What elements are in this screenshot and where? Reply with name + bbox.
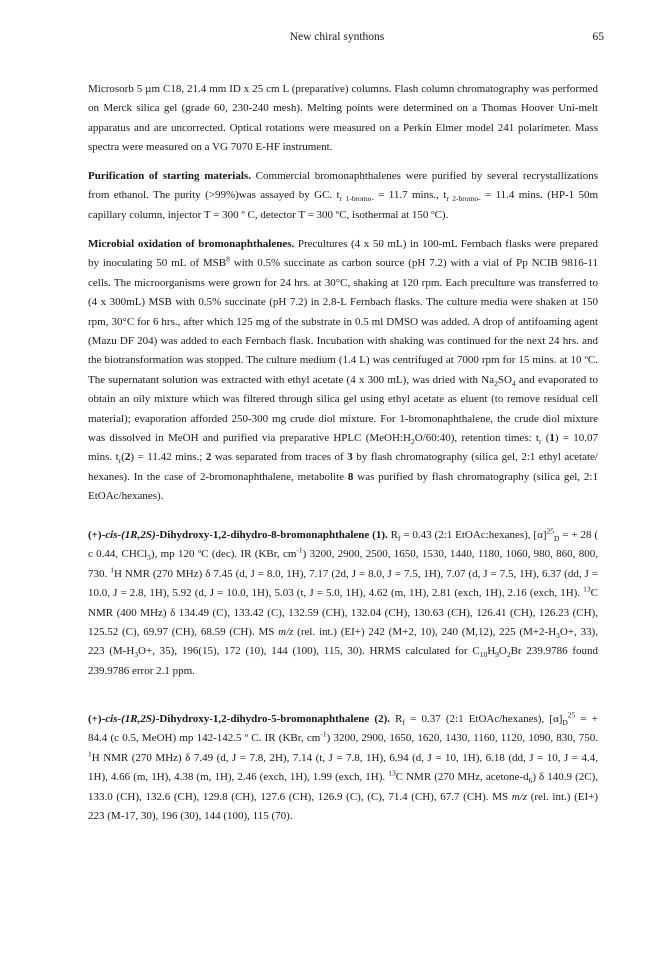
subscript: 4 (511, 379, 516, 389)
paragraph-text: Microsorb 5 µm C18, 21.4 mm ID x 25 cm L (preparative) columns. Flash column chromatography was performed on Merck silica gel (grade 60, 230-240 mesh). Melting points were determined on a Thomas Hoover Uni-melt apparatus and are uncorrected. Optical rotations were measured on a Perkin Elmer model 241 polarimeter. Mass spectra were measured on a VG 7070 E-HF instrument. (88, 83, 598, 154)
subscript: r 1-bromo- (339, 194, 374, 204)
subscript: 3 (134, 650, 139, 660)
superscript: 13 (388, 768, 396, 778)
text-run: ), mp 120 ºC (dec). IR (KBr, cm (150, 548, 297, 561)
compound-heading (88, 713, 390, 725)
superscript: 25 (546, 526, 555, 536)
text-run: was purified by flash chromatography (silica gel, 2:1 EtOAc/hexanes). (88, 470, 598, 503)
text-run: by flash chromatography (silica gel, 2:1 ethyl acetate/ hexanes). In the case of 2-bromonaphthalene, metabolite (88, 451, 598, 483)
text-run: O+, 35), 196(15), 172 (10), 144 (100), 115, 30). HRMS calculated for C (138, 645, 480, 658)
text-run: ) δ 140.9 (2C), 133.0 (CH), 132.6 (CH), 129.8 (CH), 127.6 (CH), 126.9 (C), (C), 71.4 (CH), 67.7 (CH). MS (88, 771, 598, 803)
text-run: Commercial bromonaphthalenes were purified by several recrystallizations from ethanol. The purity (>99%)was assayed by GC. t (88, 170, 598, 202)
text-run: ( (541, 432, 550, 445)
text-run: ) = 10.07 mins. t (88, 432, 599, 464)
subscript: f (397, 534, 401, 544)
subscript: D (562, 718, 568, 728)
text-run: R (390, 713, 403, 725)
text-run: Br 239.9786 found 239.9786 error 2.1 ppm. (88, 645, 598, 677)
text-run: ) = 11.42 mins.; (130, 451, 206, 464)
text-run: H NMR (270 MHz) δ 7.45 (d, J = 8.0, 1H), 7.17 (2d, J = 8.0, J = 7.5, 1H), 7.07 (d, J = 7.5, 1H), 6.37 (dd, J = 10.0, J = 2.8, 1H), 5.92 (d, J = 10.0, 1H), 5.03 (t, J = 5.0, 1H), 4.62 (m, 1H), 2.81 (exch, 1H), 2.16 (exch, 1H). (88, 567, 598, 600)
subscript: 6 (528, 776, 533, 786)
subscript: 10 (479, 650, 488, 660)
text-run: (rel. int.) (EI+) 223 (M-17, 30), 196 (30), 144 (100), 115 (70). (88, 790, 598, 823)
section-heading: Purification of starting materials. (88, 170, 251, 182)
compound-number: 2 (124, 451, 131, 464)
page-number: 65 (592, 31, 604, 43)
text-run: (+)- (88, 713, 106, 725)
paragraph-microbial-oxidation (88, 235, 598, 507)
superscript: 1 (110, 565, 114, 575)
italic-run: m/z (278, 626, 294, 639)
subscript: 2 (410, 437, 415, 447)
compound-number: 1 (549, 432, 555, 445)
text-run: C NMR (400 MHz) δ 134.49 (C), 133.42 (C), 132.59 (CH), 132.04 (CH), 130.63 (CH), 126.41 (CH), 126.23 (CH), 125.52 (C), 69.97 (CH), 68.59 (CH). MS (88, 587, 598, 639)
text-run: ) 3200, 2900, 1650, 1620, 1430, 1160, 1120, 1090, 830, 750. (326, 732, 598, 745)
text-run: H (487, 645, 496, 658)
subscript: 3 (556, 631, 560, 641)
text-run: Precultures (4 x 50 mL) in 100-mL Fernbach flasks were prepared by inoculating 50 mL of MSB (88, 238, 598, 270)
subscript: D (554, 534, 560, 544)
compound-heading (88, 529, 388, 541)
text-run: was separated from traces of (211, 451, 348, 464)
paragraph-compound-1 (88, 526, 598, 681)
subscript: 9 (495, 650, 499, 660)
text-run: H NMR (270 MHz) δ 7.49 (d, J = 7.8, 2H), 7.14 (t, J = 7.8, 1H), 6.94 (d, J = 10, 1H), 6.18 (dd, J = 10, J = 4.4, 1H), 4.66 (m, 1H), 4.38 (m, 1H), 2.46 (exch, 1H), 1.99 (exch, 1H). (88, 751, 598, 784)
text-run: with 0.5% succinate as carbon source (pH 7.2) with a vial of Pp NCIB 9816-11 cells. The microorganisms were grown for 24 hrs. at 30°C, shaking at 120 rpm. Each preculture was transferred to (4 x 300mL) MSB with 0.5% succinate (pH 7.2) in 2.8-L Fernbach flasks. The culture media were shaken at 150 rpm, 30°C for 6 hrs., after which 125 mg of the substrate in 0.5 ml DMSO was added. A drop of antifoaming agent (Mazu DF 204) was added to each Fernbach flask. Incubation with shaking was continued for the next 24 hrs. and the biotransformation was stopped. The culture medium (1.4 L) was centrifuged at 7000 rpm for 15 mins. at 10 ºC. The supernatant solution was extracted with ethyl acetate (4 x 300 mL), was dried with Na (88, 257, 598, 386)
superscript: 1 (88, 749, 92, 759)
text-run: -Dihydroxy-1,2-dihydro-5-bromonaphthalene (2). (155, 713, 391, 725)
text-run: SO (497, 373, 512, 386)
stereo-descriptor: cis-(1R,2S) (105, 713, 156, 725)
paragraph-compound-2 (88, 710, 598, 826)
text-run: C NMR (270 MHz, acetone-d (395, 771, 529, 784)
subscript: r (118, 456, 122, 466)
text-run: (rel. int.) (EI+) 242 (M+2, 10), 240 (M,12), 225 (M+2-H (293, 626, 557, 639)
paragraph-purification (88, 167, 598, 225)
superscript: -1 (320, 729, 327, 739)
text-run: O+, 33), 223 (M-H (88, 626, 598, 658)
compound-number: 3 (347, 451, 353, 464)
text-run: O (498, 645, 507, 658)
subscript: r (538, 437, 542, 447)
text-run: (+)- (88, 529, 106, 541)
subscript: f (402, 718, 405, 728)
paragraph-instruments (88, 80, 598, 158)
text-run: -Dihydroxy-1,2-dihydro-8-bromonaphthalene (1). (155, 529, 388, 541)
compound-number: 2 (205, 451, 212, 464)
superscript: 13 (583, 584, 591, 594)
section-heading: Microbial oxidation of bromonaphthalenes. (88, 238, 295, 250)
subscript: 3 (147, 553, 151, 563)
superscript: 25 (567, 710, 576, 720)
subscript: 2 (494, 379, 498, 389)
subscript: r 2-bromo- (446, 194, 481, 204)
text-run: ) 3200, 2900, 2500, 1650, 1530, 1440, 1180, 1060, 980, 860, 800, 730. (88, 548, 598, 580)
text-run: = 0.37 (2:1 EtOAc/hexanes), [α] (405, 713, 563, 725)
text-run: = + 28 ( c 0.44, CHCl (88, 529, 598, 561)
superscript: -1 (296, 545, 303, 555)
text-run: = + 84.4 (c 0.5, MeOH) mp 142-142.5 º C. IR (KBr, cm (88, 713, 598, 745)
italic-run: m/z (511, 790, 528, 803)
text-run: = 11.7 mins., t (373, 189, 447, 202)
reference-superscript: 8 (226, 254, 230, 264)
text-run: ( (121, 451, 125, 464)
text-run: O/60:40), retention times: t (414, 432, 539, 445)
text-run: = 0.43 (2:1 EtOAc:hexanes), [α] (400, 529, 547, 541)
text-run: and evaporated to obtain an oily mixture which was filtered through silica gel using ethyl acetate as eluent (to remove residual cell material); evaporation afforded 250-300 mg crude diol mixture. For 1-bromonaphthalene, the crude diol mixture was dissolved in MeOH and purified via preparative HPLC (MeOH:H (88, 373, 599, 445)
running-header (88, 31, 604, 47)
compound-number: 8 (347, 470, 354, 483)
subscript: 2 (506, 650, 511, 660)
text-run: = 11.4 mins. (HP-1 50m capillary column, injector T = 300 º C, detector T = 300 ºC, isothermal at 150 ºC). (88, 189, 599, 221)
stereo-descriptor: cis-(1R,2S) (105, 529, 156, 541)
running-title: New chiral synthons (289, 31, 385, 43)
text-run: R (387, 529, 398, 541)
